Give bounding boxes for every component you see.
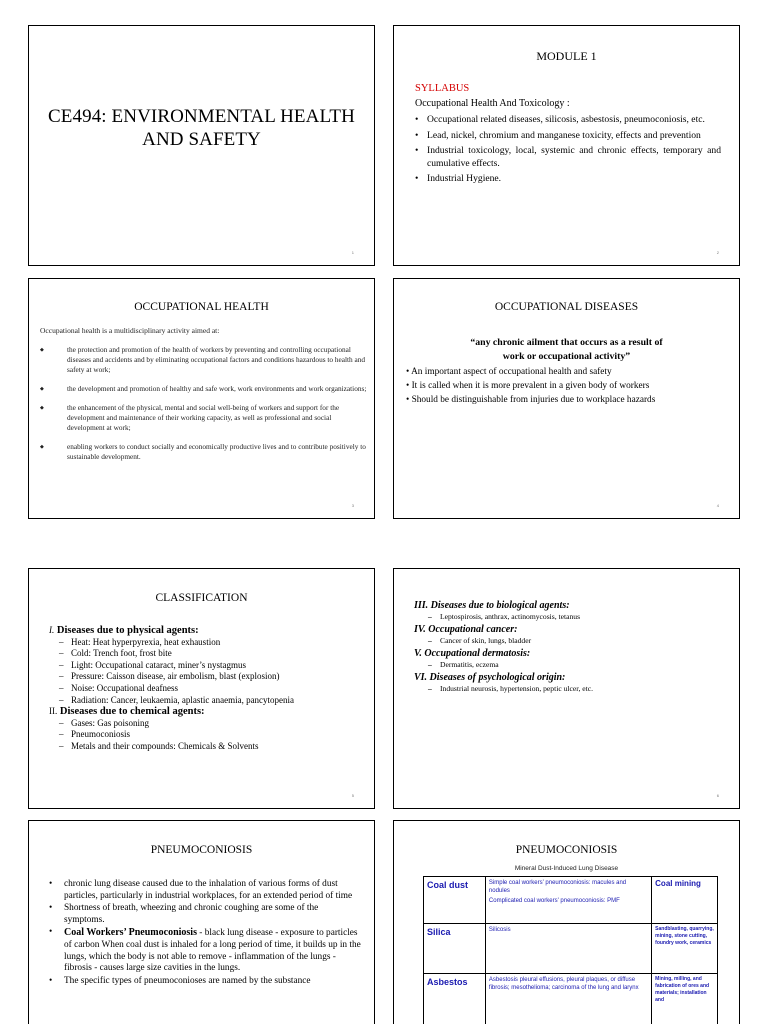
term-description: - black lung disease - exposure to particles of carbon When coal dust is inhaled for a long period of time, it builds up in the lungs, which the body is not able to remove - inflammation of the lungs - fibrosis - causes large size cavities in the lungs. [64, 928, 361, 974]
category-title: VI. Diseases of psychological origin: [414, 672, 566, 683]
category-title: V. Occupational dermatosis: [414, 648, 531, 659]
list-item: – Industrial neurosis, hypertension, peptic ulcer, etc. [428, 684, 734, 694]
definition-quote [394, 336, 739, 364]
category-list [49, 637, 369, 707]
course-title [29, 105, 374, 151]
occupation-cell: Coal mining [652, 877, 718, 924]
list-item: – Noise: Occupational deafness [59, 683, 369, 695]
slide-classification-cont [393, 568, 740, 809]
category-title: IV. Occupational cancer: [414, 624, 518, 635]
intro-text: Occupational health is a multidisciplinary activity aimed at: [40, 326, 220, 335]
slide-number: 4 [716, 503, 719, 508]
list-item: ◆ the development and promotion of healthy and safe work, work environments and work organizations; [40, 384, 367, 394]
list-item: – Leptospirosis, anthrax, actinomycosis, tetanus [428, 612, 734, 622]
bold-term: Coal Workers’ Pneumoconiosis [64, 927, 197, 939]
category-list [414, 684, 734, 694]
slide-occupational-diseases [393, 278, 740, 519]
aims-list [40, 345, 367, 471]
points-list [49, 879, 361, 988]
disease-cell [485, 924, 651, 974]
disease-cell [485, 877, 651, 924]
slide-heading: CLASSIFICATION [155, 592, 248, 604]
list-item: • chronic lung disease caused due to the inhalation of various forms of dust particles, particularly in industrial workplaces, for an extended period of time [49, 879, 361, 902]
category-title: III. Diseases due to biological agents: [414, 600, 570, 611]
syllabus-label: SYLLABUS [415, 83, 470, 94]
occupation-cell: Sandblasting, quarrying, mining, stone cutting, foundry work, ceramics [652, 924, 718, 974]
slide-pneumoconiosis-table [393, 820, 740, 1024]
list-item: – Light: Occupational cataract, miner’s nystagmus [59, 660, 369, 672]
list-item: – Cold: Trench foot, frost bite [59, 648, 369, 660]
category-list [414, 636, 734, 646]
list-item: • Industrial Hygiene. [415, 173, 721, 186]
syllabus-list [415, 114, 721, 189]
slide-heading: OCCUPATIONAL HEALTH [134, 301, 269, 313]
list-item: ◆ the enhancement of the physical, mental and social well-being of workers and support for the development and maintenance of their working capacity, as well as professional and social development at work; [40, 403, 367, 433]
disease-text: Silicosis [488, 927, 511, 933]
category-title: Diseases due to physical agents: [56, 625, 199, 636]
list-item: • Industrial toxicology, local, systemic and chronic effects, temporary and cumulative effects. [415, 145, 721, 170]
course-title-line2: AND SAFETY [142, 129, 261, 150]
list-item: • Should be distinguishable from injuries due to workplace hazards [406, 395, 656, 405]
course-title-line1: CE494: ENVIRONMENTAL HEALTH [48, 106, 355, 127]
dust-disease-table [423, 876, 718, 1024]
list-item: • The specific types of pneumoconioses are named by the substance [49, 976, 361, 988]
list-item: – Gases: Gas poisoning [59, 718, 369, 730]
quote-line: work or occupational activity” [502, 351, 631, 362]
list-item: – Radiation: Cancer, leukaemia, aplastic anaemia, pancytopenia [59, 695, 369, 707]
disease-text: Complicated coal workers' pneumoconiosis: PMF [488, 898, 620, 904]
dust-cell: Asbestos [424, 974, 486, 1024]
list-item: • An important aspect of occupational health and safety [406, 367, 612, 377]
syllabus-subtitle: Occupational Health And Toxicology : [415, 98, 570, 109]
list-item: • It is called when it is more prevalent in a given body of workers [406, 381, 650, 391]
slide-heading: PNEUMOCONIOSIS [150, 844, 253, 856]
classification-body [49, 625, 369, 753]
classification-body [414, 599, 734, 695]
slide-number: 1 [351, 250, 354, 255]
slide-pneumoconiosis [28, 820, 375, 1024]
list-item: ◆ the protection and promotion of the health of workers by preventing and controlling occupational diseases and accidents and by eliminating occupational factors and conditions hazardous to health and safety at work; [40, 345, 367, 375]
list-item: – Dermatitis, eczema [428, 660, 734, 670]
list-item: • Lead, nickel, chromium and manganese toxicity, effects and prevention [415, 130, 721, 143]
points-list [406, 365, 731, 407]
list-item: • Shortness of breath, wheezing and chronic coughing are some of the symptoms. [49, 903, 361, 926]
category-list [49, 718, 369, 753]
disease-text: Asbestosis pleural effusions, pleural plaques, or diffuse fibrosis; mesothelioma; carcinoma of the lung and larynx [488, 977, 639, 991]
slide-title [28, 25, 375, 266]
list-item: – Metals and their compounds: Chemicals & Solvents [59, 741, 369, 753]
slide-number: 5 [351, 793, 354, 798]
list-item: – Pressure: Caisson disease, air embolism, blast (explosion) [59, 671, 369, 683]
slide-classification [28, 568, 375, 809]
table-row [424, 974, 718, 1024]
list-item [49, 927, 361, 974]
dust-cell: Silica [424, 924, 486, 974]
slide-heading: OCCUPATIONAL DISEASES [494, 301, 639, 313]
list-item: – Heat: Heat hyperpyrexia, heat exhaustion [59, 637, 369, 649]
slide-module [393, 25, 740, 266]
disease-cell [485, 974, 651, 1024]
slide-number: 3 [351, 503, 354, 508]
slide-number: 2 [716, 250, 719, 255]
dust-cell: Coal dust [424, 877, 486, 924]
table-row [424, 877, 718, 924]
category-number: II. [49, 706, 58, 717]
table-caption: Mineral Dust-Induced Lung Disease [514, 865, 619, 872]
slide-occupational-health [28, 278, 375, 519]
list-item: – Pneumoconiosis [59, 729, 369, 741]
slide-heading: PNEUMOCONIOSIS [515, 844, 618, 856]
list-item: ◆ enabling workers to conduct socially and economically productive lives and to contribute positively to sustainable development. [40, 442, 367, 462]
category-heading [49, 706, 369, 718]
category-number: I. [49, 625, 55, 635]
table-row [424, 924, 718, 974]
category-list [414, 612, 734, 622]
slide-number: 6 [716, 793, 719, 798]
disease-text: Simple coal workers' pneumoconiosis: macules and nodules [488, 880, 627, 894]
quote-line: “any chronic ailment that occurs as a result of [470, 337, 663, 348]
slide-heading: MODULE 1 [536, 49, 597, 63]
category-title: Diseases due to chemical agents: [59, 706, 205, 718]
category-heading [49, 625, 369, 637]
category-list [414, 660, 734, 670]
list-item: • Occupational related diseases, silicosis, asbestosis, pneumoconiosis, etc. [415, 114, 721, 127]
occupation-cell: Mining, milling, and fabrication of ores and materials; installation and [652, 974, 718, 1024]
list-item: – Cancer of skin, lungs, bladder [428, 636, 734, 646]
